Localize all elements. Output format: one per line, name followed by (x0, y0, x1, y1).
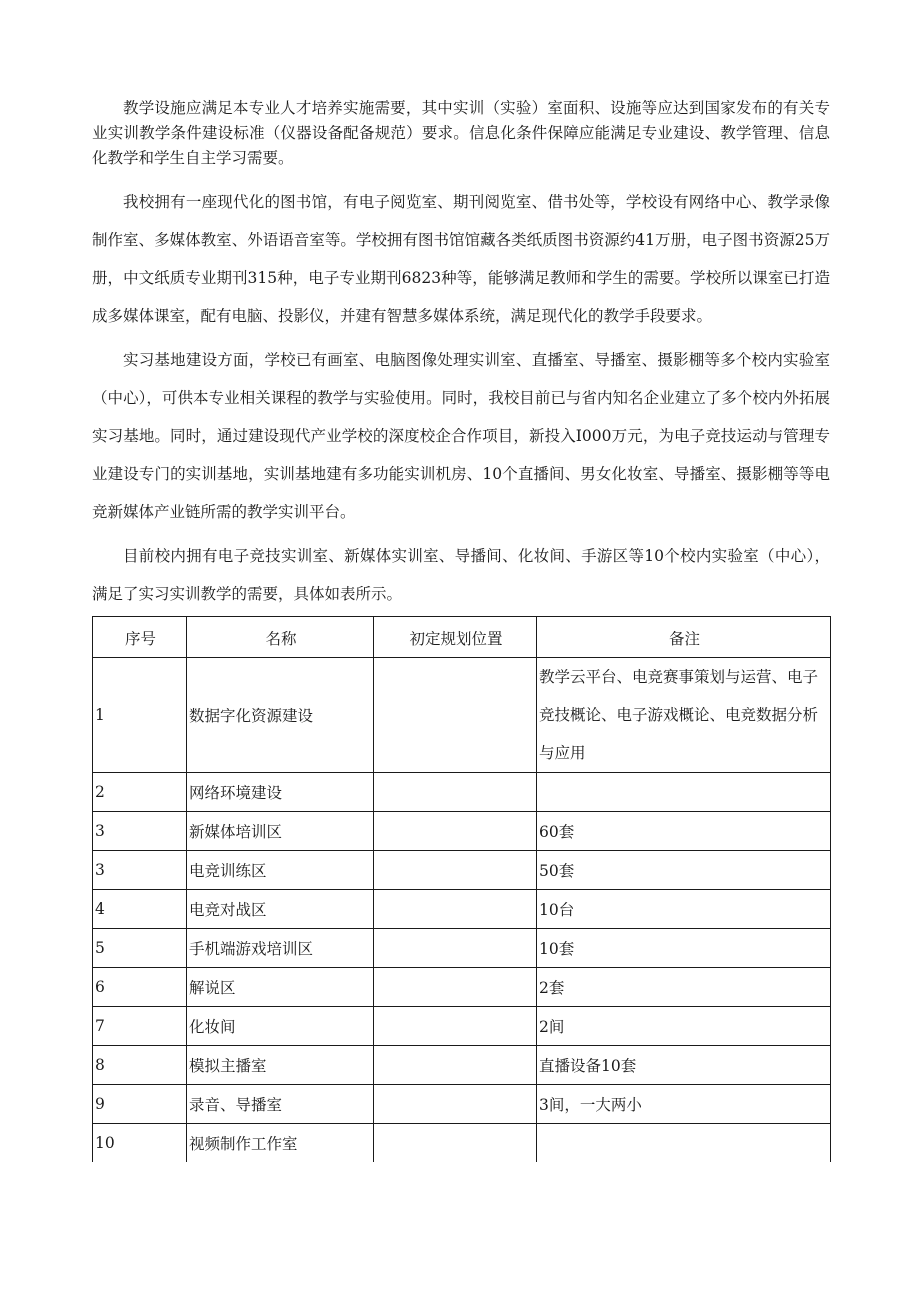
cell-name: 网络环境建设 (187, 773, 374, 812)
cell-number: 3 (93, 851, 187, 890)
cell-number: 5 (93, 929, 187, 968)
cell-number: 10 (93, 1124, 187, 1163)
cell-number: 9 (93, 1085, 187, 1124)
cell-location (374, 658, 537, 773)
cell-number: 4 (93, 890, 187, 929)
table-header-row (93, 617, 831, 658)
cell-note: 10套 (537, 929, 831, 968)
cell-note: 10台 (537, 890, 831, 929)
cell-note: 60套 (537, 812, 831, 851)
cell-location (374, 929, 537, 968)
table-row (93, 851, 831, 890)
cell-location (374, 1007, 537, 1046)
table-row (93, 1046, 831, 1085)
cell-name: 新媒体培训区 (187, 812, 374, 851)
table-row (93, 1007, 831, 1046)
cell-name: 化妆间 (187, 1007, 374, 1046)
header-note: 备注 (537, 617, 831, 658)
table-row (93, 968, 831, 1007)
cell-name: 电竞训练区 (187, 851, 374, 890)
paragraph-lab-summary: 目前校内拥有电子竞技实训室、新媒体实训室、导播间、化妆间、手游区等10个校内实验室（中心），满足了实习实训教学的需要，具体如表所示。 (92, 547, 830, 603)
paragraph-training-base: 实习基地建设方面，学校已有画室、电脑图像处理实训室、直播室、导播室、摄影棚等多个校内实验室（中心），可供本专业相关课程的教学与实验使用。同时，我校目前已与省内知名企业建立了多个校内外拓展实习基地。同时，通过建设现代产业学校的深度校企合作项目，新投入I000万元，为电子竞技运动与管理专业建设专门的实训基地，实训基地建有多功能实训机房、10个直播间、男女化妆室、导播室、摄影棚等等电竞新媒体产业链所需的教学实训平台。 (92, 351, 830, 521)
cell-note: 2间 (537, 1007, 831, 1046)
cell-note (537, 773, 831, 812)
cell-name: 解说区 (187, 968, 374, 1007)
cell-name: 手机端游戏培训区 (187, 929, 374, 968)
cell-location (374, 968, 537, 1007)
document-page (92, 96, 830, 1162)
header-number: 序号 (93, 617, 187, 658)
cell-note: 教学云平台、电竞赛事策划与运营、电子竞技概论、电子游戏概论、电竞数据分析与应用 (537, 658, 831, 773)
paragraph-library-resources: 我校拥有一座现代化的图书馆，有电子阅览室、期刊阅览室、借书处等，学校设有网络中心、教学录像制作室、多媒体教室、外语语音室等。学校拥有图书馆馆藏各类纸质图书资源约41万册，电子图书资源25万册，中文纸质专业期刊315种，电子专业期刊6823种等，能够满足教师和学生的需要。学校所以课室已打造成多媒体课室，配有电脑、投影仪，并建有智慧多媒体系统，满足现代化的教学手段要求。 (92, 193, 830, 325)
table-row (93, 890, 831, 929)
header-location: 初定规划位置 (374, 617, 537, 658)
facilities-table (92, 616, 831, 1162)
cell-location (374, 1046, 537, 1085)
paragraph-facility-requirements: 教学设施应满足本专业人才培养实施需要，其中实训（实验）室面积、设施等应达到国家发布的有关专业实训教学条件建设标准（仪器设备配备规范）要求。信息化条件保障应能满足专业建设、教学管理、信息化教学和学生自主学习需要。 (92, 99, 830, 167)
cell-name: 数据字化资源建设 (187, 658, 374, 773)
cell-note: 3间，一大两小 (537, 1085, 831, 1124)
cell-location (374, 1124, 537, 1163)
cell-number: 8 (93, 1046, 187, 1085)
cell-number: 2 (93, 773, 187, 812)
cell-note: 2套 (537, 968, 831, 1007)
cell-location (374, 812, 537, 851)
cell-location (374, 851, 537, 890)
cell-number: 1 (93, 658, 187, 773)
cell-location (374, 890, 537, 929)
table-row (93, 812, 831, 851)
table-row (93, 1085, 831, 1124)
cell-number: 7 (93, 1007, 187, 1046)
cell-name: 电竞对战区 (187, 890, 374, 929)
header-name: 名称 (187, 617, 374, 658)
cell-name: 视频制作工作室 (187, 1124, 374, 1163)
cell-name: 模拟主播室 (187, 1046, 374, 1085)
cell-note: 50套 (537, 851, 831, 890)
cell-name: 录音、导播室 (187, 1085, 374, 1124)
cell-location (374, 1085, 537, 1124)
table-row (93, 658, 831, 773)
table-row (93, 773, 831, 812)
cell-note: 直播设备10套 (537, 1046, 831, 1085)
cell-number: 6 (93, 968, 187, 1007)
cell-location (374, 773, 537, 812)
cell-number: 3 (93, 812, 187, 851)
table-row (93, 1124, 831, 1163)
table-row (93, 929, 831, 968)
cell-note (537, 1124, 831, 1163)
